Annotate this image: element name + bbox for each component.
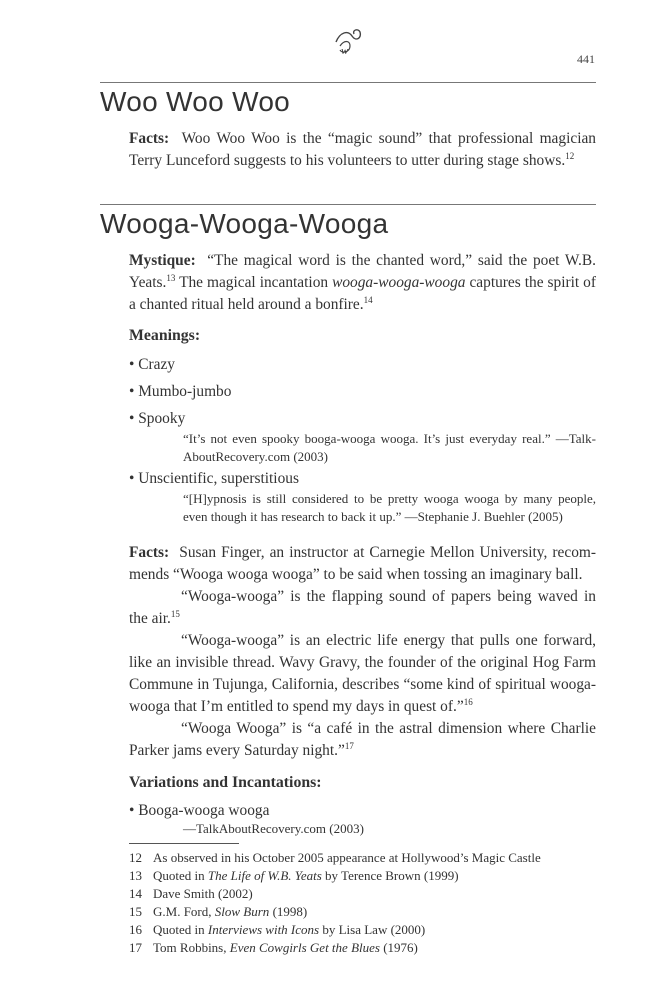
section-rule xyxy=(100,204,596,205)
meanings-heading: Meanings: xyxy=(129,327,201,344)
footnote-ref: 12 xyxy=(565,151,575,161)
meaning-item: • Mumbo-jumbo xyxy=(129,383,232,400)
footnote-text: by Terence Brown (1999) xyxy=(321,868,459,883)
footnote-number: 17 xyxy=(129,940,142,955)
footnote-title: Slow Burn xyxy=(214,904,270,919)
footnote-number: 16 xyxy=(129,922,142,937)
footnote-list xyxy=(129,849,599,957)
facts-paragraph xyxy=(129,586,596,630)
footnote-ref: 16 xyxy=(463,697,473,707)
footnote-title: Interviews with Icons xyxy=(207,922,320,937)
variation-source: —TalkAboutRecovery.com (2003) xyxy=(183,821,364,836)
footnote xyxy=(129,921,599,939)
footnote-number: 12 xyxy=(129,850,142,865)
footnote-text: Quoted in xyxy=(153,868,208,883)
footnote-title: Even Cowgirls Get the Blues xyxy=(229,940,380,955)
facts-paragraph xyxy=(129,542,596,586)
mystique-italic: wooga-wooga-wooga xyxy=(332,274,466,291)
footnote-text: Dave Smith (2002) xyxy=(153,886,253,901)
footnote-text: G.M. Ford, xyxy=(153,904,215,919)
footnote xyxy=(129,903,599,921)
page-number: 441 xyxy=(577,52,595,66)
mystique-text: “The magical word is the chanted word,” said the poet W.B. Yeats. xyxy=(129,252,596,291)
facts-paragraph xyxy=(129,128,596,172)
facts-text: “Wooga Wooga” is “a café in the astral dimension where Charlie Parker jams every Saturday night.” xyxy=(129,720,596,759)
facts-paragraph xyxy=(129,630,596,718)
footnote-text: As observed in his October 2005 appearance at Hollywood’s Magic Castle xyxy=(153,850,541,865)
meaning-quote: “[H]ypnosis is still considered to be pretty wooga wooga by many people, even though it has research to back it up.” —Stephanie J. Buehler (2005) xyxy=(183,491,596,524)
facts-label: Facts: xyxy=(129,130,170,147)
facts-text: Susan Finger, an instructor at Carnegie Mellon University, recom-mends “Wooga wooga wooga” to be said when tossing an imaginary ball. xyxy=(129,544,596,583)
footnote-text: Quoted in xyxy=(153,922,208,937)
footnote-number: 15 xyxy=(129,904,142,919)
mystique-text: The magical incantation xyxy=(175,274,333,291)
mystique-label: Mystique: xyxy=(129,252,196,269)
facts-paragraph xyxy=(129,718,596,762)
footnote-text: (1998) xyxy=(269,904,308,919)
footnote xyxy=(129,885,599,903)
footnote-number: 13 xyxy=(129,868,142,883)
mystique-text: captures the spirit of a chanted ritual held around a bonfire. xyxy=(129,274,596,313)
footnote-number: 14 xyxy=(129,886,142,901)
footnote-text: (1976) xyxy=(379,940,418,955)
meaning-item: • Spooky xyxy=(129,410,186,427)
variation-item: • Booga-wooga wooga xyxy=(129,802,270,819)
entry-title-woo-woo-woo: Woo Woo Woo xyxy=(100,86,291,117)
facts-text: “Wooga-wooga” is the flapping sound of papers being waved in the air. xyxy=(129,588,596,627)
facts-text: “Wooga-wooga” is an electric life energy that pulls one forward, like an invisible thread. Wavy Gravy, the founder of the original Hog Farm Commune in Tujunga, California, describes “some kind of spiritual wooga-wooga that I’m entitled to spend my days in quest of.” xyxy=(129,632,596,715)
entry-title-wooga: Wooga-Wooga-Wooga xyxy=(100,208,389,239)
footnote xyxy=(129,867,599,885)
footnote-text: Tom Robbins, xyxy=(153,940,230,955)
section-rule xyxy=(100,82,596,83)
footnote-ref: 15 xyxy=(170,609,180,619)
footnote-ref: 14 xyxy=(363,295,373,305)
footnote-title: The Life of W.B. Yeats xyxy=(207,868,322,883)
footnote xyxy=(129,849,599,867)
footnote-ref: 13 xyxy=(166,273,176,283)
svg-text:w: w xyxy=(341,45,349,57)
footnote-ref: 17 xyxy=(344,741,354,751)
footnote-rule xyxy=(129,843,239,844)
facts-label: Facts: xyxy=(129,544,170,561)
footnote xyxy=(129,939,599,957)
footnote-text: by Lisa Law (2000) xyxy=(319,922,426,937)
meaning-item: • Unscientific, superstitious xyxy=(129,470,299,487)
variations-heading: Variations and Incantations: xyxy=(129,774,322,791)
meaning-quote: “It’s not even spooky booga-wooga wooga. It’s just everyday real.” —Talk-AboutRecovery.com (2003) xyxy=(183,431,596,464)
meaning-item: • Crazy xyxy=(129,356,175,373)
facts-text: Woo Woo Woo is the “magic sound” that professional magician Terry Lunceford suggests to his volunteers to utter during stage shows. xyxy=(129,130,596,169)
mystique-paragraph xyxy=(129,250,596,316)
w-ornament-icon xyxy=(330,24,370,60)
